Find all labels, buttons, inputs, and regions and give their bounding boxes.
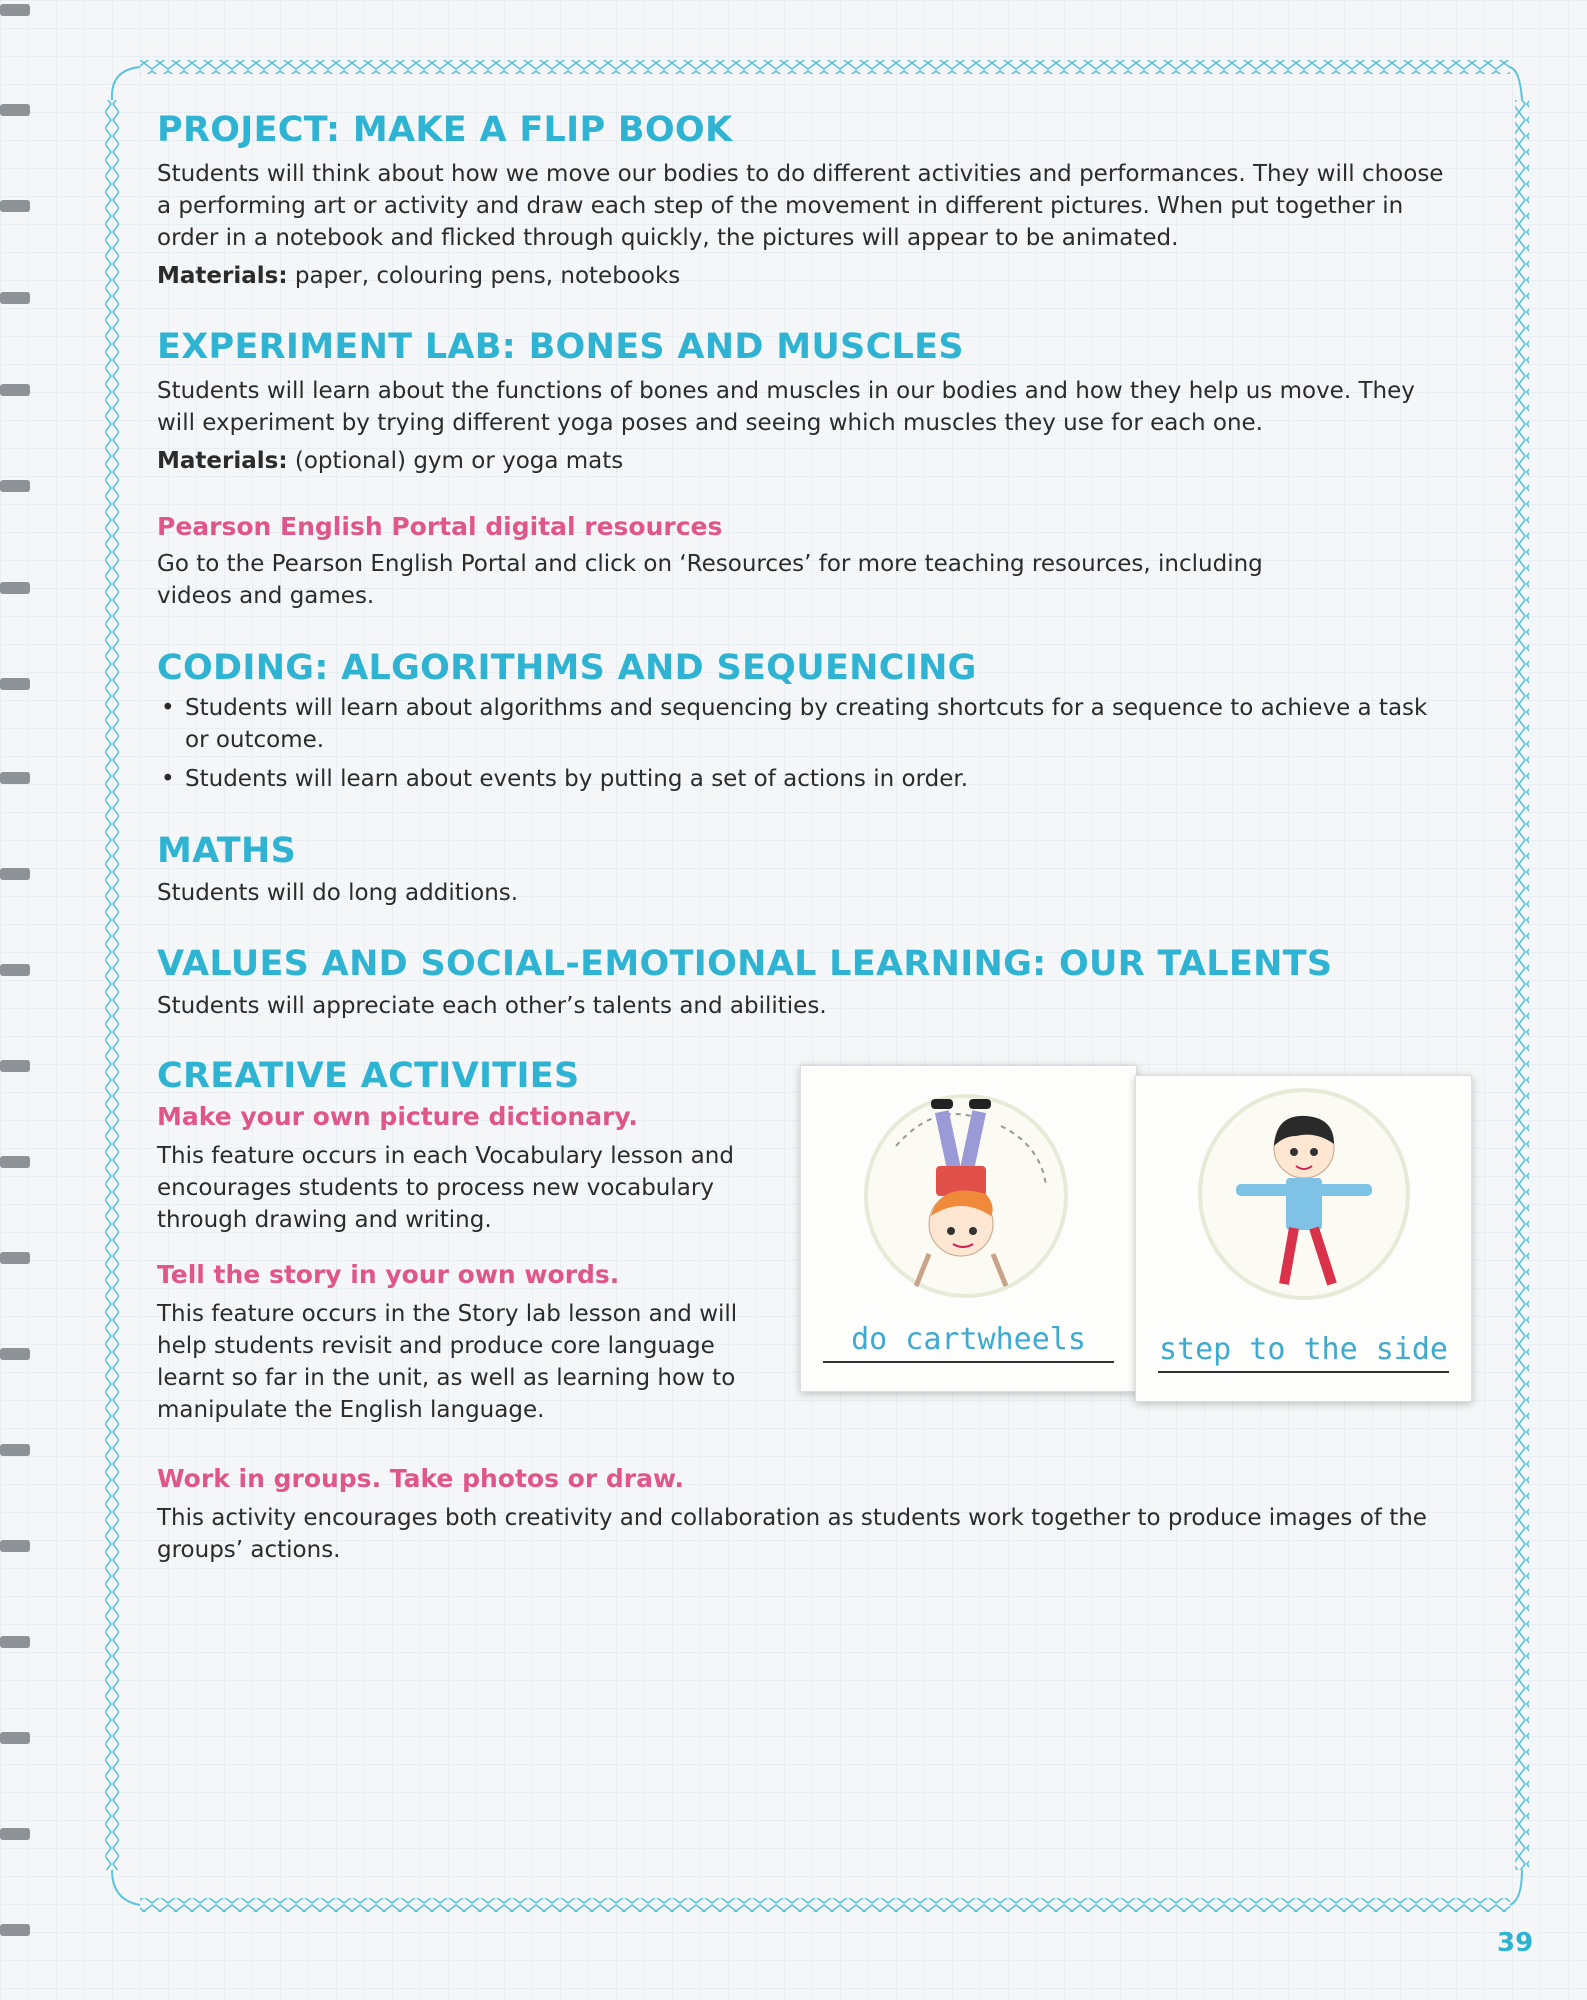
materials-text: paper, colouring pens, notebooks (294, 263, 681, 289)
experiment-body: Students will learn about the functions of bones and muscles in our bodies and how they help us move. They will experiment by trying different yoga poses and seeing which muscles they use for each one. (157, 378, 1415, 436)
picture-dictionary-body: This feature occurs in each Vocabulary lesson and encourages students to process new vocabulary through drawing and writing. (157, 1143, 734, 1233)
work-groups-body: This activity encourages both creativity and collaboration as students work together to produce images of the groups’ actions. (157, 1505, 1427, 1563)
card-step-to-the-side (1135, 1075, 1472, 1402)
materials-label: Materials: (157, 263, 288, 289)
coding-heading: CODING: ALGORITHMS AND SEQUENCING (157, 648, 977, 688)
values-body: Students will appreciate each other’s talents and abilities. (157, 993, 827, 1019)
card-do-cartwheels (800, 1065, 1137, 1392)
card-label: step to the side (1158, 1332, 1449, 1373)
portal-heading: Pearson English Portal digital resources (157, 512, 723, 541)
portal-section (157, 510, 1457, 612)
page-number: 39 (1497, 1928, 1534, 1958)
flipbook-section (157, 108, 1457, 292)
list-item: • Students will learn about events by putting a set of actions in order. (157, 763, 1437, 795)
portal-body: Go to the Pearson English Portal and click on ‘Resources’ for more teaching resources, including videos and games. (157, 551, 1263, 609)
experiment-section (157, 325, 1457, 477)
tell-story-body: This feature occurs in the Story lab lesson and will help students revisit and produce core language learnt so far in the unit, as well as learning how to manipulate the English language. (157, 1301, 738, 1423)
coding-section (157, 646, 1457, 802)
groups-section (157, 1462, 1457, 1566)
flipbook-heading: PROJECT: MAKE A FLIP BOOK (157, 110, 733, 150)
maths-body: Students will do long additions. (157, 880, 519, 906)
flipbook-body: Students will think about how we move our bodies to do different activities and performances. They will choose a performing art or activity and draw each step of the movement in different pictures. When put together in order in a notebook and flicked through quickly, the pictures will appear to be animated. (157, 161, 1444, 251)
picture-dictionary-heading: Make your own picture dictionary. (157, 1102, 638, 1131)
coding-bullet-list (157, 692, 1437, 795)
values-section (157, 942, 1457, 1022)
materials-text: (optional) gym or yoga mats (294, 448, 624, 474)
experiment-materials (157, 445, 1457, 477)
values-heading: VALUES AND SOCIAL-EMOTIONAL LEARNING: OUR TALENTS (157, 944, 1333, 984)
work-groups-heading: Work in groups. Take photos or draw. (157, 1464, 684, 1493)
tell-story-heading: Tell the story in your own words. (157, 1260, 620, 1289)
card-label: do cartwheels (823, 1322, 1114, 1363)
creative-heading: CREATIVE ACTIVITIES (157, 1056, 580, 1096)
maths-section (157, 829, 1457, 909)
maths-heading: MATHS (157, 831, 297, 871)
picture-dictionary-cards (800, 1065, 1482, 1395)
materials-label: Materials: (157, 448, 288, 474)
step-side-illustration (1136, 1076, 1471, 1326)
creative-section (157, 1054, 797, 1426)
list-item: • Students will learn about algorithms and sequencing by creating shortcuts for a sequence to achieve a task or outcome. (157, 692, 1437, 756)
cartwheel-illustration (801, 1066, 1136, 1316)
experiment-heading: EXPERIMENT LAB: BONES AND MUSCLES (157, 327, 964, 367)
flipbook-materials (157, 260, 1457, 292)
